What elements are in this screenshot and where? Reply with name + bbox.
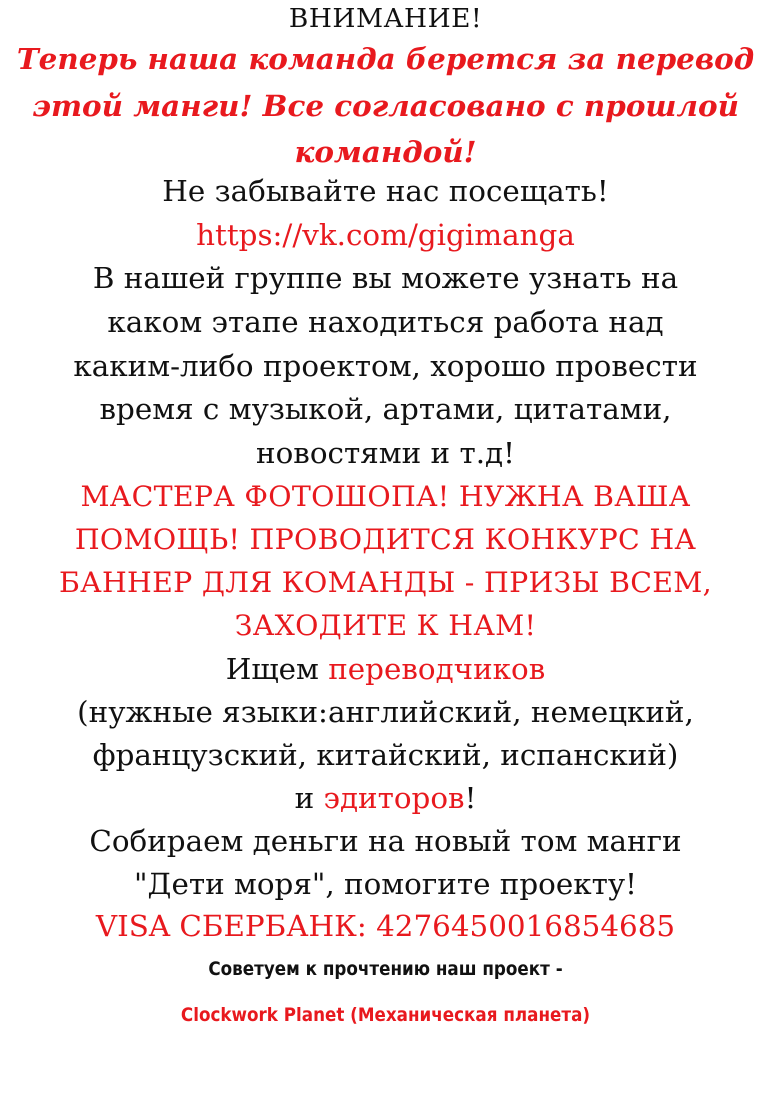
announcement-line: этой манги! Все согласовано с прошлой	[32, 88, 739, 123]
contest-line: МАСТЕРА ФОТОШОПА! НУЖНА ВАША	[80, 480, 691, 513]
contest-line: БАННЕР ДЛЯ КОМАНДЫ - ПРИЗЫ ВСЕМ,	[59, 566, 712, 599]
recruit-languages-line: французский, китайский, испанский)	[92, 738, 679, 772]
group-info-line: каким-либо проектом, хорошо провести	[73, 349, 698, 383]
recommend-line: Советуем к прочтению наш проект -	[208, 959, 563, 980]
card-number: VISA СБЕРБАНК: 4276450016854685	[95, 909, 676, 943]
recruit-exclaim: !	[464, 781, 477, 815]
fundraising-line: "Дети моря", помогите проекту!	[134, 867, 637, 901]
group-info-line: каком этапе находиться работа над	[107, 305, 664, 339]
recruit-languages-line: (нужные языки:английский, немецкий,	[77, 695, 694, 729]
contest-line: ПОМОЩЬ! ПРОВОДИТСЯ КОНКУРС НА	[74, 523, 697, 556]
recruit-editors: эдиторов	[323, 781, 465, 815]
recruit-line	[0, 652, 771, 686]
group-info-line: новостями и т.д!	[256, 436, 515, 470]
announcement-line: командой!	[294, 134, 477, 169]
recommend-project: Clockwork Planet (Механическая планета)	[180, 1005, 591, 1026]
group-info-line: время с музыкой, артами, цитатами,	[99, 392, 672, 426]
fundraising-line: Собираем деньги на новый том манги	[89, 824, 682, 858]
notice-heading: ВНИМАНИЕ!	[288, 3, 483, 34]
announcement-line: Теперь наша команда берется за перевод	[16, 41, 755, 76]
recruit-editors-line	[0, 781, 771, 815]
recruit-prefix: Ищем	[225, 652, 329, 686]
visit-reminder: Не забывайте нас посещать!	[162, 174, 609, 208]
group-info-line: В нашей группе вы можете узнать на	[92, 261, 679, 295]
group-link[interactable]: https://vk.com/gigimanga	[196, 218, 575, 252]
recruit-translators: переводчиков	[328, 652, 546, 686]
contest-line: ЗАХОДИТЕ К НАМ!	[234, 609, 537, 642]
recruit-and: и	[294, 781, 324, 815]
